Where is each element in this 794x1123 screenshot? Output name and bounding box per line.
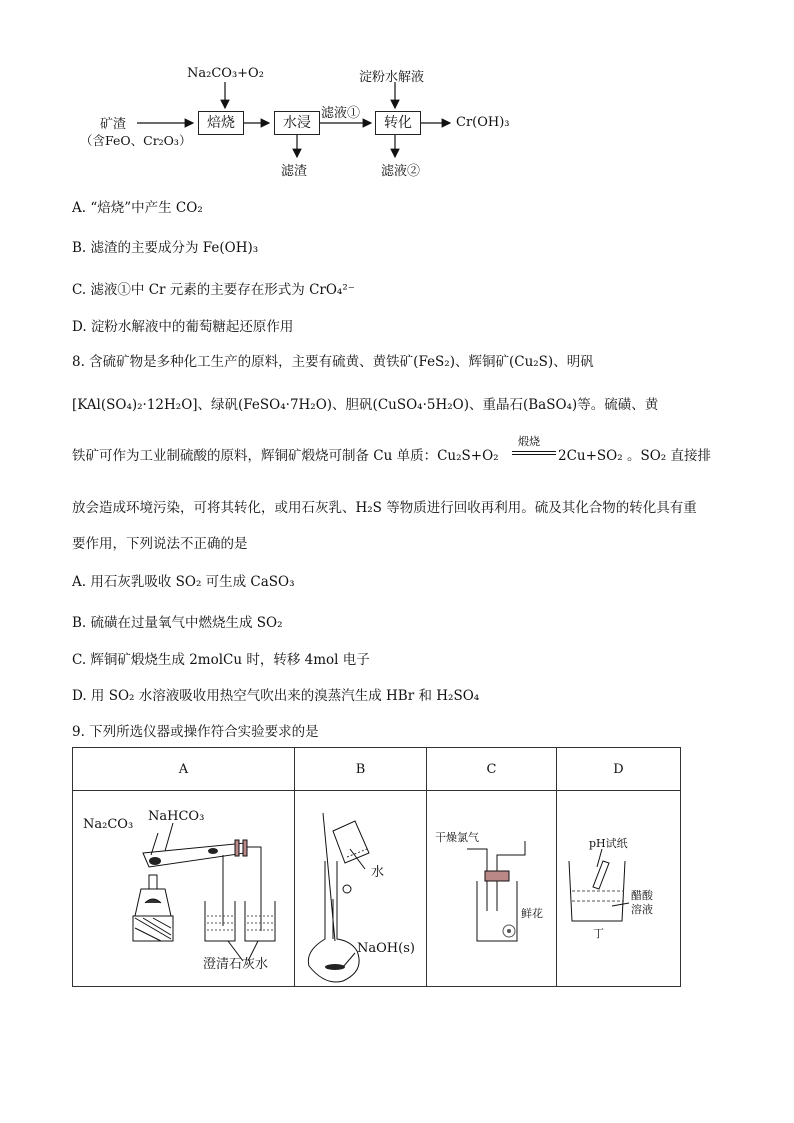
reagent-na2co3-o2: Na₂CO₃+O₂ [187, 66, 264, 81]
q8-stem-line3b: 2Cu+SO₂ 。SO₂ 直接排 [558, 448, 711, 464]
q8-equals-bottom [512, 454, 556, 455]
label-solution: 溶液 [631, 903, 653, 916]
q9-header-b: B [295, 748, 427, 791]
q9-cell-d [557, 791, 681, 987]
apparatus-b-drawing [295, 791, 426, 986]
label-fresh-flower: 鲜花 [521, 907, 543, 920]
q7-option-c: C. 滤液①中 Cr 元素的主要存在形式为 CrO₄²⁻ [72, 282, 355, 298]
q8-stem-line2: [KAl(SO₄)₂·12H₂O]、绿矾(FeSO₄·7H₂O)、胆矾(CuSO₄·5H₂O)、重晶石(BaSO₄)等。硫磺、黄 [72, 397, 659, 413]
q8-option-c: C. 辉铜矿煅烧生成 2molCu 时，转移 4mol 电子 [72, 652, 370, 668]
q8-stem-line5: 要作用，下列说法不正确的是 [72, 536, 248, 552]
q9-header-c: C [427, 748, 557, 791]
label-limewater: 澄清石灰水 [203, 957, 269, 972]
label-dry-chlorine: 干燥氯气 [435, 831, 479, 844]
q9-header-a: A [73, 748, 295, 791]
label-naoh-solid: NaOH(s) [357, 941, 415, 956]
q8-stem-line1: 8. 含硫矿物是多种化工生产的原料，主要有硫黄、黄铁矿(FeS₂)、辉铜矿(Cu₂S)、明矾 [72, 354, 594, 370]
q8-stem-line4: 放会造成环境污染，可将其转化，或用石灰乳、H₂S 等物质进行回收再利用。硫及其化合物的转化具有重 [72, 500, 697, 516]
filtrate2-label: 滤液② [381, 164, 421, 179]
process-flowchart [75, 60, 535, 190]
label-acetic-acid: 醋酸 [631, 889, 653, 902]
q9-cell-a [73, 791, 295, 987]
label-na2co3: Na₂CO₃ [83, 817, 134, 832]
q7-option-a: A. “焙烧”中产生 CO₂ [72, 200, 203, 216]
label-nahco3: NaHCO₃ [148, 809, 205, 824]
raw-material-label: 矿渣 [100, 117, 127, 132]
q8-stem-line3a: 铁矿可作为工业制硫酸的原料，辉铜矿煅烧可制备 Cu 单质：Cu₂S+O₂ [72, 448, 499, 464]
filtrate1-label: 滤液① [321, 106, 361, 121]
q8-option-a: A. 用石灰乳吸收 SO₂ 可生成 CaSO₃ [72, 574, 295, 590]
step-conversion: 转化 [375, 111, 421, 135]
q7-option-d: D. 淀粉水解液中的葡萄糖起还原作用 [72, 319, 294, 335]
label-water: 水 [371, 865, 385, 880]
q8-equals-top [512, 451, 556, 452]
step-roasting: 焙烧 [198, 111, 244, 135]
step-water-leach: 水浸 [274, 111, 320, 135]
reagent-starch-hydrolysate: 淀粉水解液 [359, 70, 425, 85]
q9-stem: 9. 下列所选仪器或操作符合实验要求的是 [72, 724, 319, 740]
product-croh3: Cr(OH)₃ [456, 115, 510, 130]
raw-material-note: （含FeO、Cr₂O₃） [80, 133, 192, 148]
q8-option-b: B. 硫磺在过量氧气中燃烧生成 SO₂ [72, 615, 283, 631]
q7-option-b: B. 滤渣的主要成分为 Fe(OH)₃ [72, 240, 259, 256]
q9-options-table [72, 747, 681, 987]
label-ph-paper: pH试纸 [589, 837, 628, 850]
apparatus-d-drawing [557, 791, 680, 986]
residue-label: 滤渣 [281, 164, 308, 179]
q8-reaction-condition: 煅烧 [518, 435, 540, 448]
apparatus-c-drawing [427, 791, 556, 986]
q9-cell-b [295, 791, 427, 987]
label-ding: 丁 [593, 927, 604, 940]
q8-option-d: D. 用 SO₂ 水溶液吸收用热空气吹出来的溴蒸汽生成 HBr 和 H₂SO₄ [72, 688, 480, 704]
q9-cell-c [427, 791, 557, 987]
q9-header-d: D [557, 748, 681, 791]
